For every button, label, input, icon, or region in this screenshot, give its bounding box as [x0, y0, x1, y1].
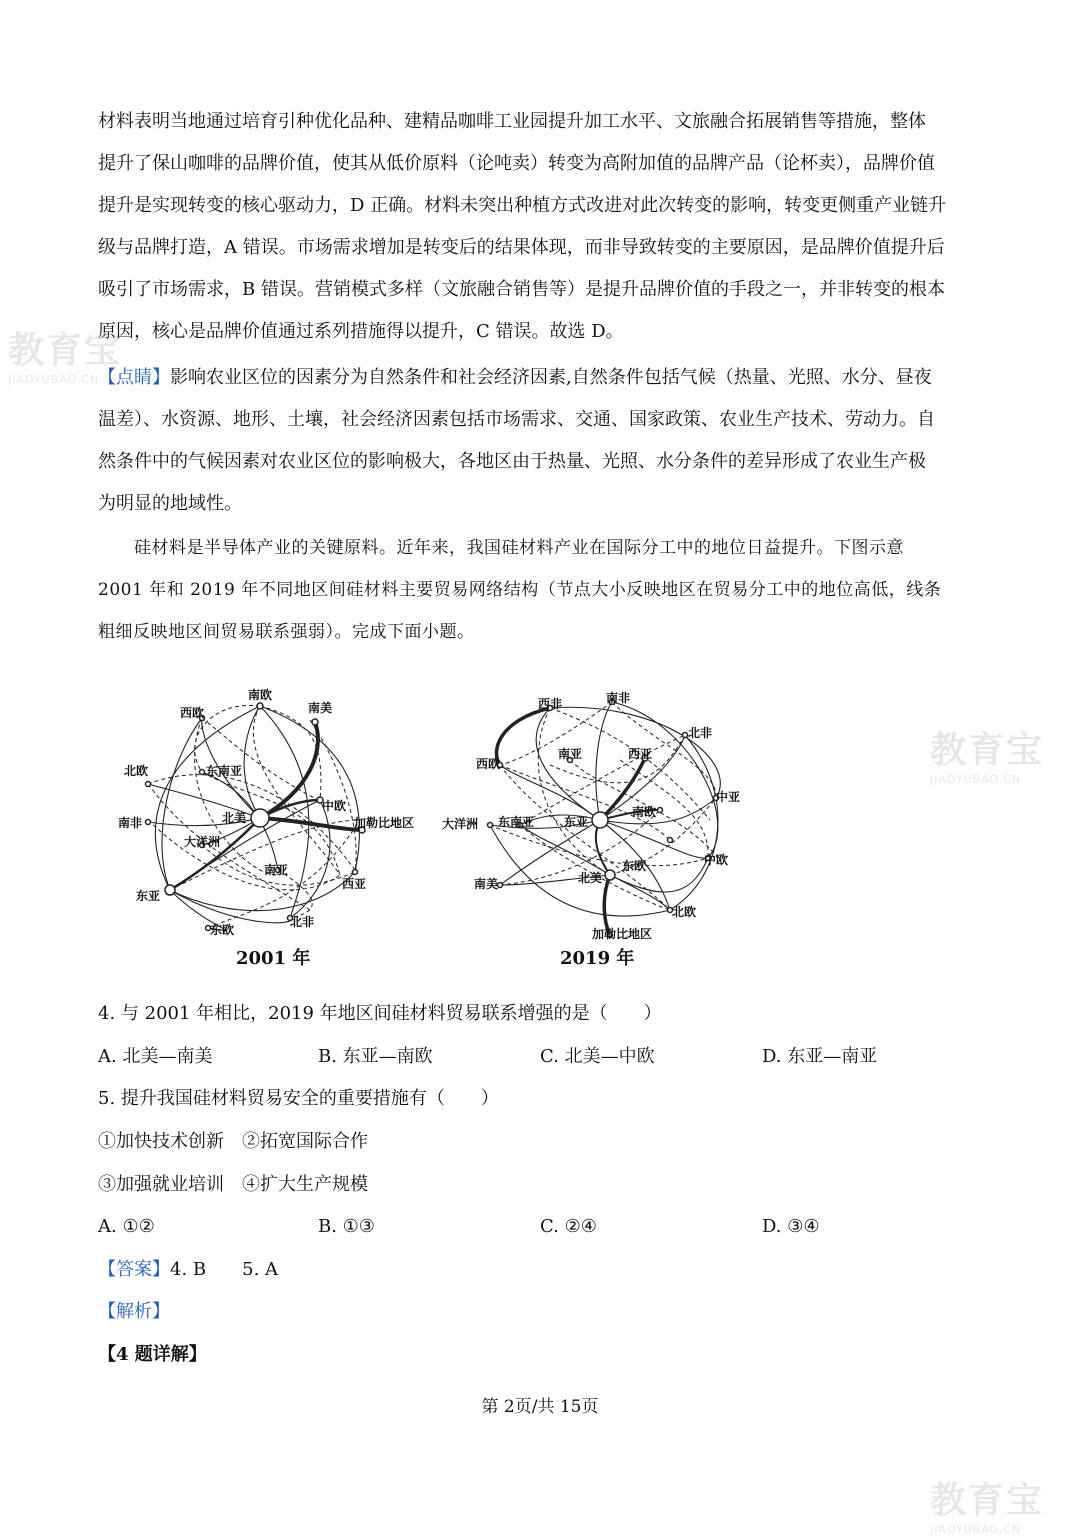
node-label: 南美 — [474, 877, 499, 891]
node-label: 南非 — [118, 816, 143, 830]
q5-items-line: ③加强就业培训 ④扩大生产规模 — [98, 1174, 368, 1195]
page-footer: 第 2页/共 15页 — [481, 1397, 599, 1417]
dianjing-line: 为明显的地域性。 — [98, 493, 242, 514]
question-4-stem: 4. 与 2001 年相比，2019 年地区间硅材料贸易联系增强的是（ ） — [98, 1003, 662, 1024]
paragraph-line: 材料表明当地通过培育引种优化品种、建精品咖啡工业园提升加工水平、文旅融合拓展销售等措施，整体 — [98, 111, 926, 132]
node-label: 北非 — [290, 915, 315, 929]
node-label: 加勒比地区 — [354, 816, 415, 830]
node-label: 北美 — [578, 871, 603, 885]
q5-items-line: ①加快技术创新 ②拓宽国际合作 — [98, 1131, 368, 1152]
analysis-tag: 【解析】 — [98, 1301, 170, 1322]
q4-option-b[interactable]: B. 东亚—南欧 — [318, 1046, 433, 1067]
node-label: 北美 — [222, 811, 247, 825]
node-label: 东南亚 — [498, 815, 535, 829]
caption-2001: 2001 年 — [236, 948, 311, 969]
q4-option-d[interactable]: D. 东亚—南亚 — [762, 1046, 878, 1067]
q4-option-a[interactable]: A. 北美—南美 — [98, 1046, 213, 1067]
detail-tag: 【4 题详解】 — [98, 1344, 207, 1365]
node-label: 东欧 — [210, 923, 235, 937]
node-label: 南亚 — [558, 747, 583, 761]
paragraph-line: 原因，核心是品牌价值通过系列措施得以提升，C 错误。故选 D。 — [98, 321, 624, 342]
watermark-subtext: JIAOYUBAO.CN — [930, 1523, 1022, 1536]
question-intro — [98, 527, 982, 653]
node-label: 东南亚 — [206, 764, 243, 778]
q4-option-c[interactable]: C. 北美—中欧 — [540, 1046, 655, 1067]
paragraph-line: 吸引了市场需求，B 错误。营销模式多样（文旅融合销售等）是提升品牌价值的手段之一，并非转变的根本 — [98, 279, 945, 300]
node-label: 南欧 — [632, 805, 657, 819]
trade-network-figure — [110, 680, 770, 980]
watermark-logo — [8, 322, 122, 386]
caption-2019: 2019 年 — [560, 948, 635, 969]
node-label: 西欧 — [180, 706, 205, 720]
watermark-logo — [930, 1472, 1044, 1536]
node-label: 中欧 — [704, 853, 729, 867]
node-label: 南亚 — [264, 863, 289, 877]
node-label: 北欧 — [672, 905, 697, 919]
answer-text: 4. B 5. A — [170, 1259, 279, 1280]
dianjing-section — [98, 357, 982, 525]
dianjing-line: 影响农业区位的因素分为自然条件和社会经济因素,自然条件包括气候（热量、光照、水分、昼夜 — [170, 367, 932, 388]
node-label: 北非 — [688, 726, 713, 740]
node-label: 东亚 — [564, 815, 589, 829]
network-2001 — [146, 703, 366, 931]
intro-line: 硅材料是半导体产业的关键原料。近年来，我国硅材料产业在国际分工中的地位日益提升。下图示意 — [134, 538, 904, 558]
watermark-subtext: JIAOYUBAO.CN — [8, 373, 100, 386]
paragraph-line: 提升是实现转变的核心驱动力，D 正确。材料未突出种植方式改进对此次转变的影响，转变更侧重产业链升 — [98, 195, 947, 216]
q5-option-c[interactable]: C. ②④ — [540, 1216, 597, 1237]
node-label: 西亚 — [342, 877, 367, 891]
watermark-text: 教育宝 — [930, 730, 1045, 771]
paragraph-line: 级与品牌打造，A 错误。市场需求增加是转变后的结果体现，而非导致转变的主要原因，是品牌价值提升后 — [98, 237, 945, 258]
q5-option-b[interactable]: B. ①③ — [318, 1216, 375, 1237]
node-label: 南非 — [606, 691, 631, 705]
node-label: 东亚 — [136, 889, 161, 903]
node-label: 西亚 — [628, 747, 653, 761]
watermark-subtext: JIAOYUBAO.CN — [930, 773, 1022, 786]
node-label: 北欧 — [124, 764, 149, 778]
q5-option-a[interactable]: A. ①② — [98, 1216, 155, 1237]
node-label: 中亚 — [716, 790, 741, 804]
dianjing-line: 然条件中的气候因素对农业区位的影响极大，各地区由于热量、光照、水分条件的差异形成了农业生产极 — [98, 451, 926, 472]
paragraph-line: 提升了保山咖啡的品牌价值，使其从低价原料（论吨卖）转变为高附加值的品牌产品（论杯卖），品牌价值 — [98, 153, 935, 174]
analysis-paragraph — [98, 101, 982, 353]
node-label: 东欧 — [622, 859, 647, 873]
watermark-logo — [930, 722, 1044, 786]
answer-tag: 【答案】 — [98, 1259, 170, 1280]
answer-line — [98, 1255, 278, 1285]
intro-line: 2001 年和 2019 年不同地区间硅材料主要贸易网络结构（节点大小反映地区在贸易分工中的地位高低，线条 — [98, 580, 942, 600]
intro-line: 粗细反映地区间贸易联系强弱）。完成下面小题。 — [98, 622, 475, 642]
question-5-stem: 5. 提升我国硅材料贸易安全的重要措施有（ ） — [98, 1088, 499, 1109]
dianjing-tag: 【点睛】 — [98, 367, 170, 388]
node-label: 中欧 — [322, 799, 347, 813]
node-labels-2019 — [442, 690, 740, 941]
node-label: 加勒比地区 — [592, 927, 653, 941]
node-label: 大洋洲 — [184, 835, 221, 849]
dianjing-line: 温差）、水资源、地形、土壤，社会经济因素包括市场需求、交通、国家政策、农业生产技术、劳动力。自 — [98, 409, 935, 430]
watermark-text: 教育宝 — [930, 1480, 1045, 1521]
node-label: 西非 — [538, 697, 563, 711]
watermark-text: 教育宝 — [8, 330, 123, 371]
node-label: 南美 — [308, 701, 333, 715]
node-label: 西欧 — [476, 757, 501, 771]
node-label: 大洋洲 — [442, 817, 479, 831]
q5-option-d[interactable]: D. ③④ — [762, 1216, 820, 1237]
node-label: 南欧 — [248, 688, 273, 702]
